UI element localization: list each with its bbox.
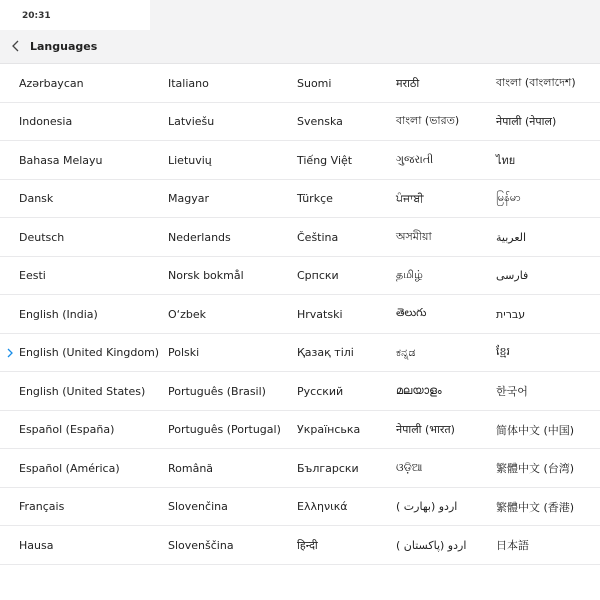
language-option[interactable]: Ελληνικά: [297, 500, 348, 513]
language-option[interactable]: Български: [297, 461, 359, 475]
language-option[interactable]: O‘zbek: [168, 307, 207, 321]
language-option[interactable]: ಕನ್ನಡ: [396, 345, 416, 359]
language-option[interactable]: Italiano: [168, 76, 209, 90]
language-option[interactable]: עברית: [496, 307, 526, 321]
language-option[interactable]: မြန်မာ: [496, 190, 521, 204]
language-option[interactable]: Қазақ тілі: [297, 346, 354, 359]
language-option[interactable]: English (United States): [19, 384, 146, 398]
language-row: [0, 103, 600, 142]
chevron-left-icon: [11, 40, 21, 52]
language-row: [0, 218, 600, 257]
language-option[interactable]: ( اردو (بھارت: [396, 500, 458, 513]
language-option[interactable]: Norsk bokmål: [168, 269, 244, 282]
header: [0, 30, 600, 64]
language-option[interactable]: Español (América): [19, 461, 120, 475]
language-option[interactable]: Hausa: [19, 538, 54, 552]
language-option[interactable]: नेपाली (नेपाल): [496, 115, 557, 128]
language-option[interactable]: Português (Portugal): [168, 423, 281, 436]
selected-chevron-icon: [6, 348, 14, 358]
language-option[interactable]: Dansk: [19, 192, 54, 205]
language-option[interactable]: Deutsch: [19, 230, 65, 244]
language-option[interactable]: Türkçe: [297, 192, 333, 205]
language-option[interactable]: Français: [19, 500, 65, 513]
language-option[interactable]: Magyar: [168, 192, 209, 205]
language-option[interactable]: Bahasa Melayu: [19, 153, 103, 167]
language-option[interactable]: العربية: [496, 230, 527, 244]
language-option[interactable]: 繁體中文 (香港): [496, 500, 575, 514]
language-option[interactable]: Eesti: [19, 269, 46, 282]
language-option[interactable]: Русский: [297, 384, 344, 398]
language-option[interactable]: Polski: [168, 346, 200, 359]
language-option[interactable]: తెలుగు: [396, 306, 427, 319]
language-option[interactable]: Slovenščina: [168, 538, 234, 552]
language-row: [0, 449, 600, 488]
language-option[interactable]: ଓଡ଼ିଆ: [396, 461, 423, 474]
language-option[interactable]: हिन्दी: [297, 538, 318, 552]
language-option[interactable]: Svenska: [297, 115, 343, 128]
status-bar-background: [150, 0, 600, 30]
language-row: [0, 526, 600, 565]
language-option[interactable]: Latviešu: [168, 115, 215, 128]
language-option[interactable]: 繁體中文 (台湾): [496, 462, 575, 475]
language-option[interactable]: English (India): [19, 307, 98, 321]
language-option[interactable]: ਪੰਜਾਬੀ: [396, 191, 424, 205]
status-time: 20:31: [22, 11, 51, 21]
language-option[interactable]: ( اردو (پاکستان: [396, 538, 467, 552]
language-option[interactable]: Српски: [297, 269, 339, 282]
language-row: [0, 488, 600, 527]
language-option[interactable]: বাংলা (বাংলাদেশ): [496, 75, 576, 89]
language-option[interactable]: 日本語: [496, 539, 529, 552]
language-row: [0, 334, 600, 373]
language-option[interactable]: অসমীয়া: [396, 229, 432, 243]
language-option[interactable]: Suomi: [297, 76, 332, 90]
language-option[interactable]: Українська: [297, 423, 361, 436]
language-row: [0, 141, 600, 180]
back-button[interactable]: [6, 36, 26, 56]
language-option[interactable]: ไทย: [496, 154, 516, 167]
language-option[interactable]: বাংলা (ভারত): [396, 114, 460, 127]
language-option[interactable]: മലയാളം: [396, 384, 442, 397]
language-option[interactable]: Indonesia: [19, 115, 73, 128]
language-option[interactable]: नेपाली (भारत): [396, 423, 455, 436]
language-option[interactable]: 简体中文 (中国): [496, 423, 575, 437]
language-row: [0, 257, 600, 296]
language-option[interactable]: ខ្មែរ: [496, 344, 510, 358]
language-option[interactable]: Português (Brasil): [168, 384, 266, 398]
language-option[interactable]: Lietuvių: [168, 153, 212, 167]
language-option[interactable]: Español (España): [19, 423, 115, 436]
language-option[interactable]: मराठी: [396, 76, 420, 90]
language-option[interactable]: Tiếng Việt: [297, 153, 353, 167]
language-option[interactable]: Azərbaycan: [19, 76, 84, 90]
language-option[interactable]: Nederlands: [168, 230, 231, 244]
page-title: Languages: [30, 40, 98, 53]
language-grid: [0, 64, 600, 565]
language-option-selected[interactable]: English (United Kingdom): [19, 346, 160, 359]
language-row: [0, 411, 600, 450]
language-option[interactable]: Čeština: [297, 230, 339, 244]
language-option[interactable]: Română: [168, 461, 214, 475]
language-row: [0, 372, 600, 411]
language-option[interactable]: Slovenčina: [168, 500, 228, 513]
language-row: [0, 180, 600, 219]
language-option[interactable]: தமிழ்: [396, 268, 423, 281]
language-option[interactable]: Hrvatski: [297, 307, 343, 321]
language-row: [0, 64, 600, 103]
language-option[interactable]: ગુજરાતી: [396, 153, 434, 166]
language-option[interactable]: 한국어: [496, 385, 528, 398]
language-option[interactable]: فارسی: [496, 269, 529, 282]
language-row: [0, 295, 600, 334]
